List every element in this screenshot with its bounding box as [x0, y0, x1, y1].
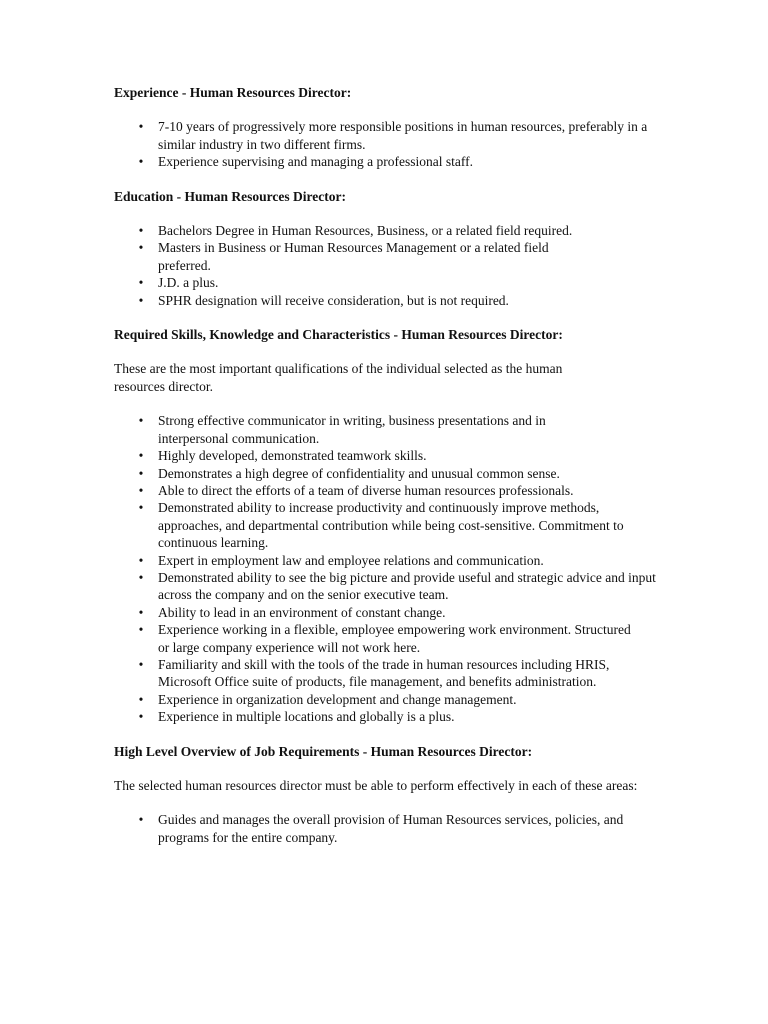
bullet-list-overview [114, 811, 659, 846]
list-item: • Highly developed, demonstrated teamwork skills. [114, 447, 659, 464]
list-item: • Masters in Business or Human Resources Management or a related field preferred. [114, 239, 659, 274]
list-item: • Ability to lead in an environment of constant change. [114, 604, 659, 621]
bullet-icon: • [138, 569, 144, 585]
section-intro-skills: These are the most important qualifications of the individual selected as the human resources director. [114, 361, 563, 394]
list-item: • SPHR designation will receive consideration, but is not required. [114, 292, 659, 309]
bullet-icon: • [138, 275, 144, 291]
list-item: • Expert in employment law and employee relations and communication. [114, 552, 659, 569]
list-item: • Experience supervising and managing a professional staff. [114, 153, 659, 170]
list-item: • J.D. a plus. [114, 274, 659, 291]
bullet-icon: • [138, 622, 144, 638]
bullet-icon: • [138, 465, 144, 481]
bullet-icon: • [138, 812, 144, 828]
bullet-list-experience [114, 118, 659, 170]
list-item: • Familiarity and skill with the tools of the trade in human resources including HRIS, Microsoft Office suite of products, file management, and benefits administration. [114, 656, 659, 691]
bullet-icon: • [138, 223, 144, 239]
section-heading-education: Education - Human Resources Director: [114, 188, 346, 204]
section-heading-overview: High Level Overview of Job Requirements - Human Resources Director: [114, 743, 533, 759]
bullet-icon: • [138, 500, 144, 516]
bullet-icon: • [138, 240, 144, 256]
section-heading-skills: Required Skills, Knowledge and Characteristics - Human Resources Director: [114, 327, 563, 343]
list-item: • Experience working in a flexible, employee empowering work environment. Structured or large company experience will not work here. [114, 621, 659, 656]
list-item: • Demonstrated ability to increase productivity and continuously improve methods, approaches, and departmental contribution while being cost-sensitive. Commitment to continuous learning. [114, 499, 659, 551]
document-page [114, 84, 659, 846]
list-item: • Demonstrated ability to see the big picture and provide useful and strategic advice and input across the company and on the senior executive team. [114, 569, 659, 604]
bullet-icon: • [138, 552, 144, 568]
bullet-icon: • [138, 604, 144, 620]
bullet-icon: • [138, 482, 144, 498]
list-item: • Able to direct the efforts of a team of diverse human resources professionals. [114, 482, 659, 499]
bullet-list-skills [114, 412, 659, 725]
bullet-icon: • [138, 119, 144, 135]
section-heading-experience: Experience - Human Resources Director: [114, 85, 352, 100]
list-item: • Guides and manages the overall provision of Human Resources services, policies, and programs for the entire company. [114, 811, 659, 846]
bullet-icon: • [138, 448, 144, 464]
list-item: • Strong effective communicator in writing, business presentations and in interpersonal communication. [114, 412, 659, 447]
bullet-icon: • [138, 656, 144, 672]
bullet-icon: • [138, 413, 144, 429]
bullet-list-education [114, 222, 659, 309]
section-intro-overview: The selected human resources director must be able to perform effectively in each of these areas: [114, 778, 638, 793]
bullet-icon: • [138, 292, 144, 308]
bullet-icon: • [138, 691, 144, 707]
list-item: • Bachelors Degree in Human Resources, Business, or a related field required. [114, 222, 659, 239]
bullet-icon: • [138, 154, 144, 170]
bullet-icon: • [138, 709, 144, 725]
list-item: • Demonstrates a high degree of confidentiality and unusual common sense. [114, 465, 659, 482]
list-item: • Experience in multiple locations and globally is a plus. [114, 708, 659, 725]
list-item: • Experience in organization development and change management. [114, 691, 659, 708]
list-item: • 7-10 years of progressively more responsible positions in human resources, preferably in a similar industry in two different firms. [114, 118, 659, 153]
